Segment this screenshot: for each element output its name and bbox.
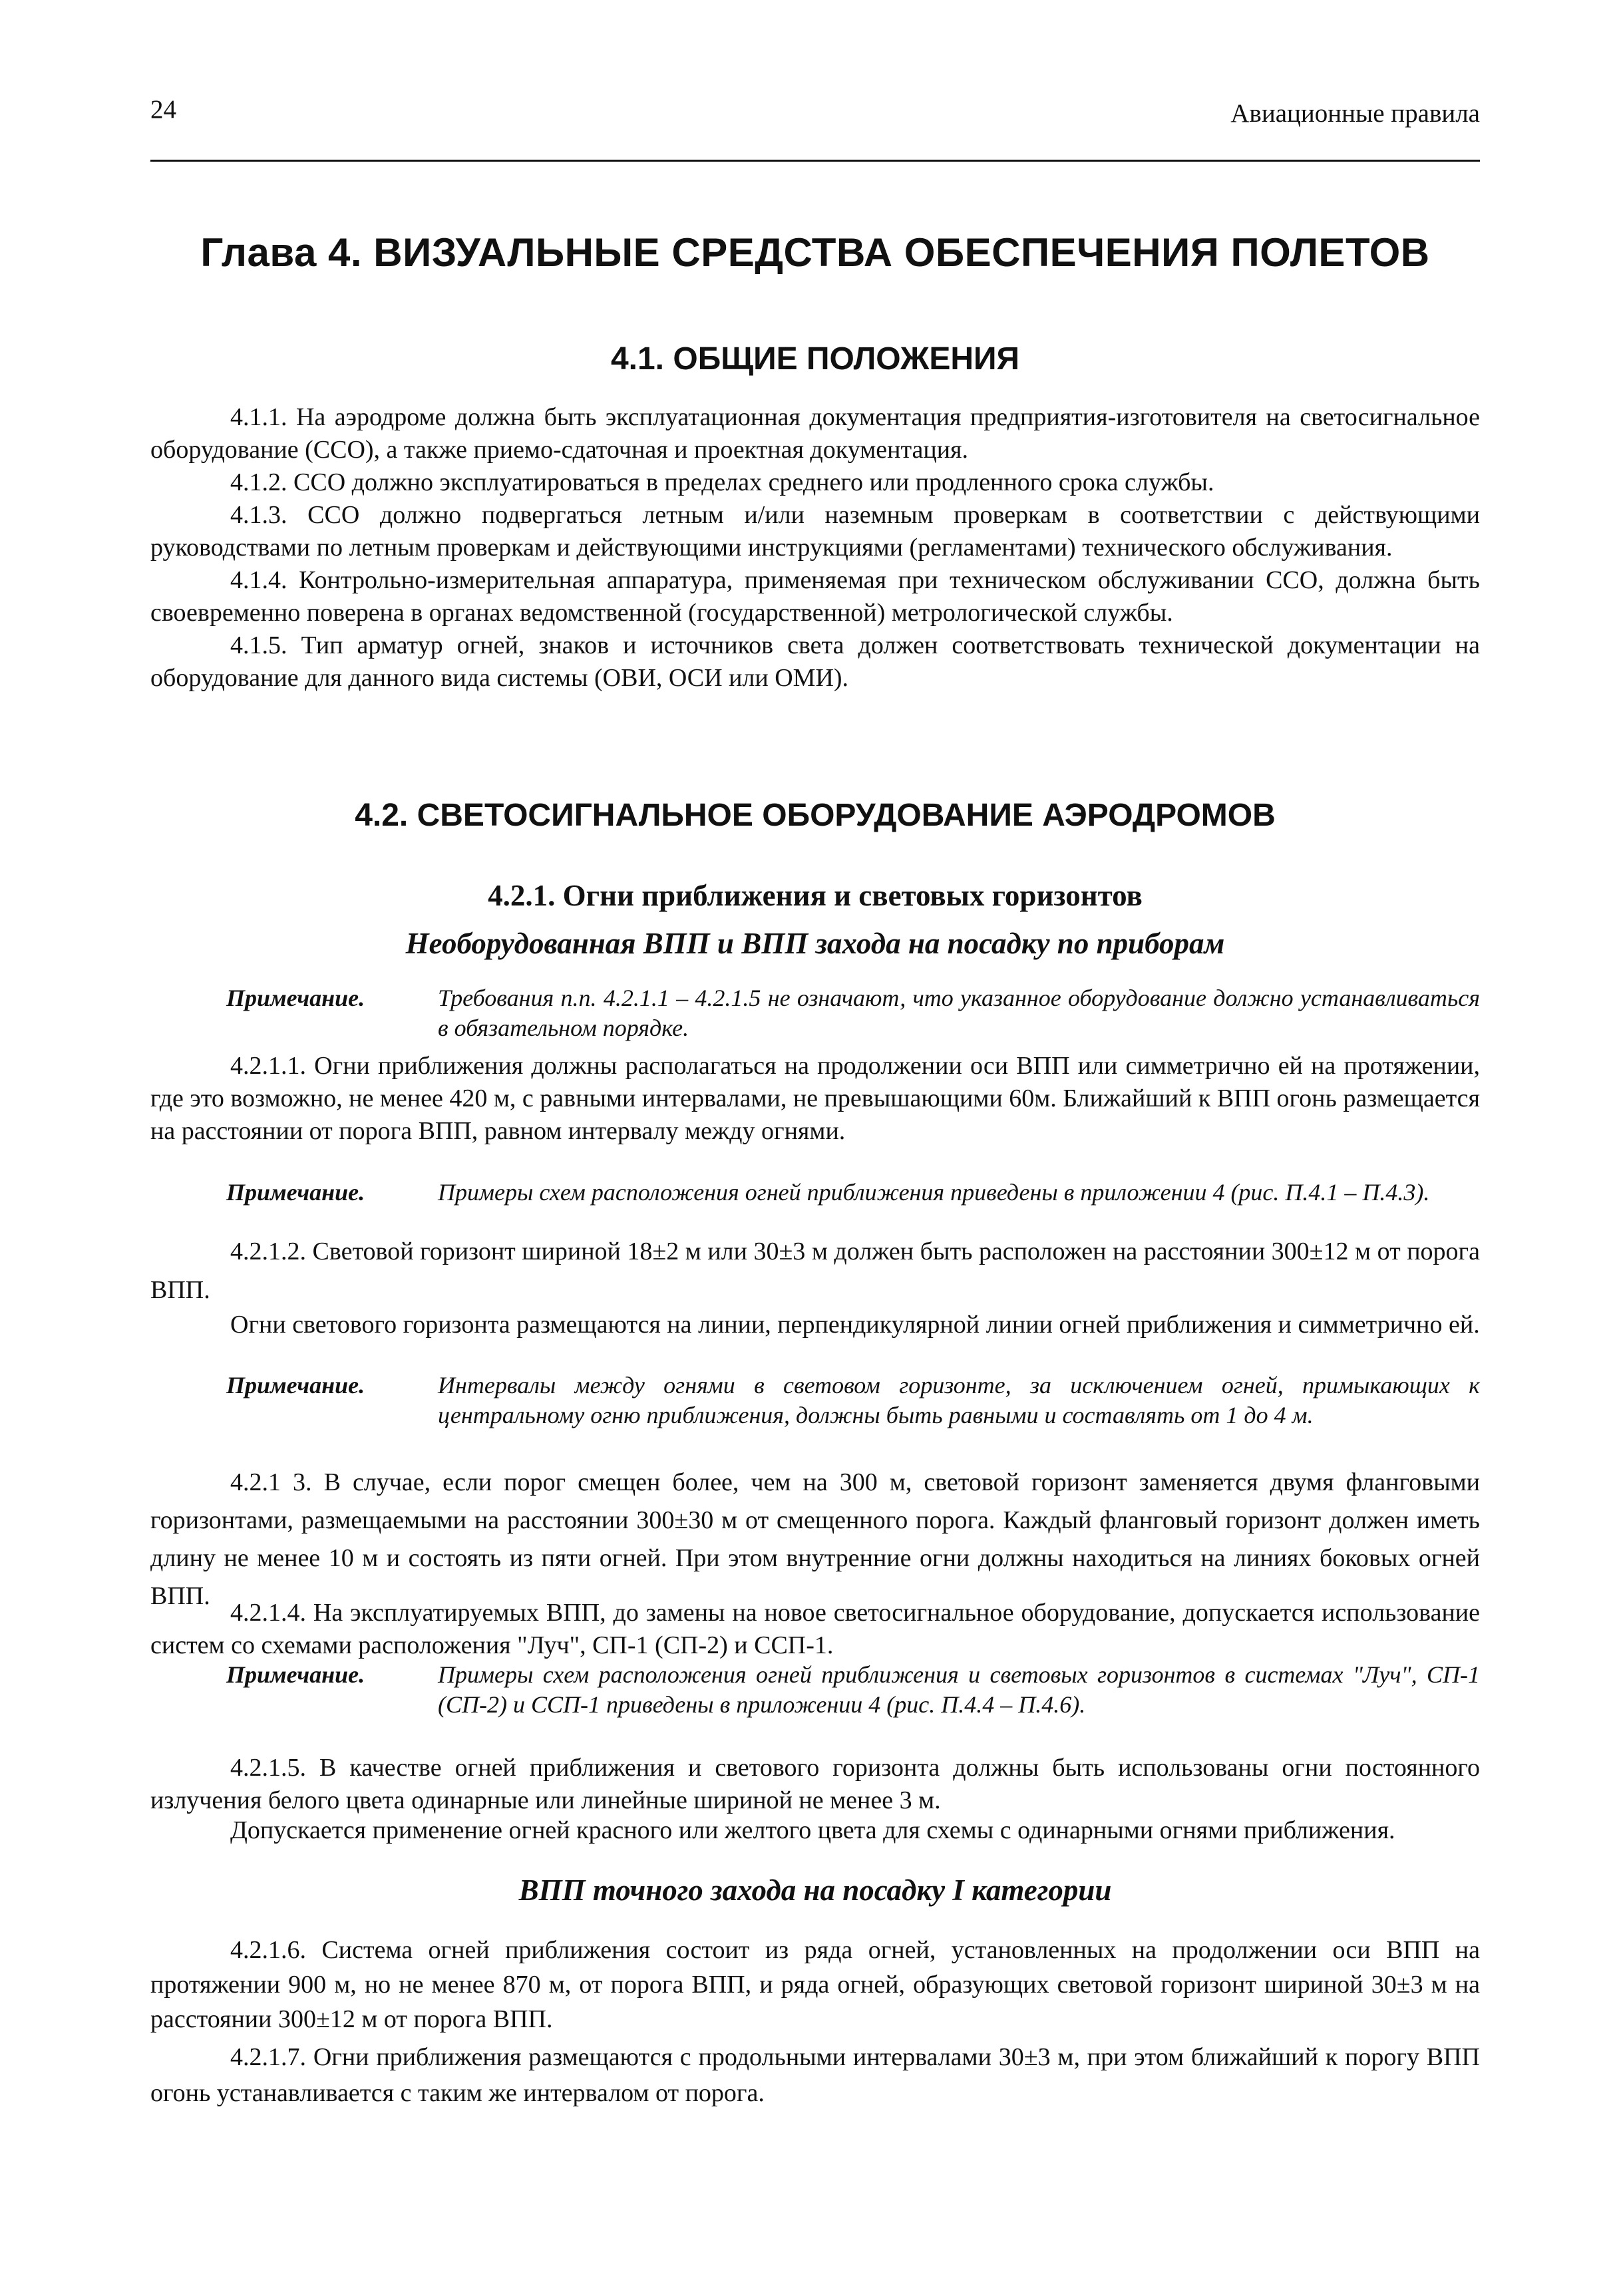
note-label: Примечание. (226, 1179, 365, 1206)
paragraph-block-4-2-1-5 (150, 1752, 1480, 1817)
paragraph-4-2-1-5: 4.2.1.5. В качестве огней приближения и светового горизонта должны быть использованы огни постоянного излучения белого цвета одинарные или линейные шириной не менее 3 м. (150, 1754, 1480, 1814)
note-1 (226, 983, 1480, 1043)
chapter-title: Глава 4. ВИЗУАЛЬНЫЕ СРЕДСТВА ОБЕСПЕЧЕНИЯ ПОЛЕТОВ (200, 230, 1430, 275)
subsection-title-4-2-1: 4.2.1. Огни приближения и световых горизонтов (488, 879, 1143, 912)
paragraph-block-4-2-1-4 (150, 1597, 1480, 1662)
paragraph-block-4-2-1-2 (150, 1232, 1480, 1309)
section-4-1-body (150, 401, 1480, 695)
paragraph-4-2-1-1: 4.2.1.1. Огни приближения должны располагаться на продолжении оси ВПП или симметрично ей на протяжении, где это возможно, не менее 420 м, с равными интервалами, не превышающими 60м. Ближайший к ВПП огонь размещается на расстоянии от порога ВПП, равном интервалу между огнями. (150, 1052, 1480, 1145)
note-label: Примечание. (226, 1661, 365, 1688)
note-3 (226, 1371, 1480, 1430)
paragraph-4-1-5: 4.1.5. Тип арматур огней, знаков и источников света должен соответствовать технической документации на оборудование для данного вида системы (ОВИ, ОСИ или ОМИ). (150, 631, 1480, 692)
paragraph-block-4-2-1-6 (150, 1933, 1480, 2037)
paragraph-4-1-2: 4.1.2. ССО должно эксплуатироваться в пределах среднего или продленного срока службы. (230, 468, 1214, 496)
paragraph-block-4-2-1-3 (150, 1464, 1480, 1615)
paragraph-4-2-1-7: 4.2.1.7. Огни приближения размещаются с продольными интервалами 30±3 м, при этом ближайший к порогу ВПП огонь устанавливается с таким же интервалом от порога. (150, 2043, 1480, 2107)
section-title-4-2: 4.2. СВЕТОСИГНАЛЬНОЕ ОБОРУДОВАНИЕ АЭРОДРОМОВ (355, 798, 1276, 833)
paragraph-4-1-4: 4.1.4. Контрольно-измерительная аппаратура, применяемая при техническом обслуживании ССО, должна быть своевременно поверена в органах ведомственной (государственной) метрологической службы. (150, 566, 1480, 627)
note-label: Примечание. (226, 985, 365, 1011)
note-label: Примечание. (226, 1372, 365, 1398)
paragraph-4-2-1-3: 4.2.1 3. В случае, если порог смещен более, чем на 300 м, световой горизонт заменяется двумя фланговыми горизонтами, размещаемыми на расстоянии 300±30 м от смещенного порога. Каждый фланговый горизонт должен иметь длину не менее 10 м и состоять из пяти огней. При этом внутренние огни должны находиться на линиях боковых огней ВПП. (150, 1468, 1480, 1610)
page-header (150, 92, 1480, 138)
paragraph-horizon-lights: Огни светового горизонта размещаются на линии, перпендикулярной линии огней приближения и симметрично ей. (230, 1311, 1480, 1339)
paragraph-block-allowed (150, 1814, 1480, 1847)
paragraph-4-2-1-2: 4.2.1.2. Световой горизонт шириной 18±2 м или 30±3 м должен быть расположен на расстоянии 300±12 м от порога ВПП. (150, 1237, 1480, 1304)
paragraph-4-2-1-4: 4.2.1.4. На эксплуатируемых ВПП, до замены на новое светосигнальное оборудование, допускается использование систем со схемами расположения "Луч", СП-1 (СП-2) и ССП-1. (150, 1599, 1480, 1659)
paragraph-4-1-3: 4.1.3. ССО должно подвергаться летным и/или наземным проверкам в соответствии с действующими руководствами по летным проверкам и действующими инструкциями (регламентами) технического обслуживания. (150, 501, 1480, 562)
paragraph-4-1-1: 4.1.1. На аэродроме должна быть эксплуатационная документация предприятия-изготовителя на светосигнальное оборудование (ССО), а также приемо-сдаточная и проектная документация. (150, 403, 1480, 464)
note-text: Примеры схем расположения огней приближения и световых горизонтов в системах "Луч", СП-1 (СП-2) и ССП-1 приведены в приложении 4 (рис. П.4.4 – П.4.6). (438, 1661, 1480, 1718)
paragraph-block-4-2-1-7 (150, 2039, 1480, 2111)
paragraph-block-4-2-1-1 (150, 1050, 1480, 1148)
note-4 (226, 1660, 1480, 1720)
heading-unequipped-runway: Необорудованная ВПП и ВПП захода на посадку по приборам (405, 927, 1225, 960)
section-title-4-1: 4.1. ОБЩИЕ ПОЛОЖЕНИЯ (610, 341, 1020, 377)
note-text: Интервалы между огнями в световом горизонте, за исключением огней, примыкающих к центральному огню приближения, должны быть равными и составлять от 1 до 4 м. (438, 1372, 1480, 1428)
header-divider (150, 160, 1480, 162)
note-text: Примеры схем расположения огней приближения приведены в приложении 4 (рис. П.4.1 – П.4.3). (438, 1179, 1430, 1206)
heading-category-1-runway: ВПП точного захода на посадку I категории (518, 1874, 1112, 1907)
paragraph-colored-lights: Допускается применение огней красного или желтого цвета для схемы с одинарными огнями приближения. (230, 1816, 1395, 1844)
note-2 (226, 1178, 1480, 1208)
page-number: 24 (150, 95, 176, 124)
paragraph-4-2-1-6: 4.2.1.6. Система огней приближения состоит из ряда огней, установленных на продолжении оси ВПП на протяжении 900 м, но не менее 870 м, от порога ВПП, и ряда огней, образующих световой горизонт шириной 30±3 м на расстоянии 300±12 м от порога ВПП. (150, 1936, 1480, 2033)
running-title: Авиационные правила (1230, 99, 1480, 128)
note-text: Требования п.п. 4.2.1.1 – 4.2.1.5 не означают, что указанное оборудование должно устанавливаться в обязательном порядке. (438, 985, 1480, 1041)
paragraph-block-horizon (150, 1309, 1480, 1341)
